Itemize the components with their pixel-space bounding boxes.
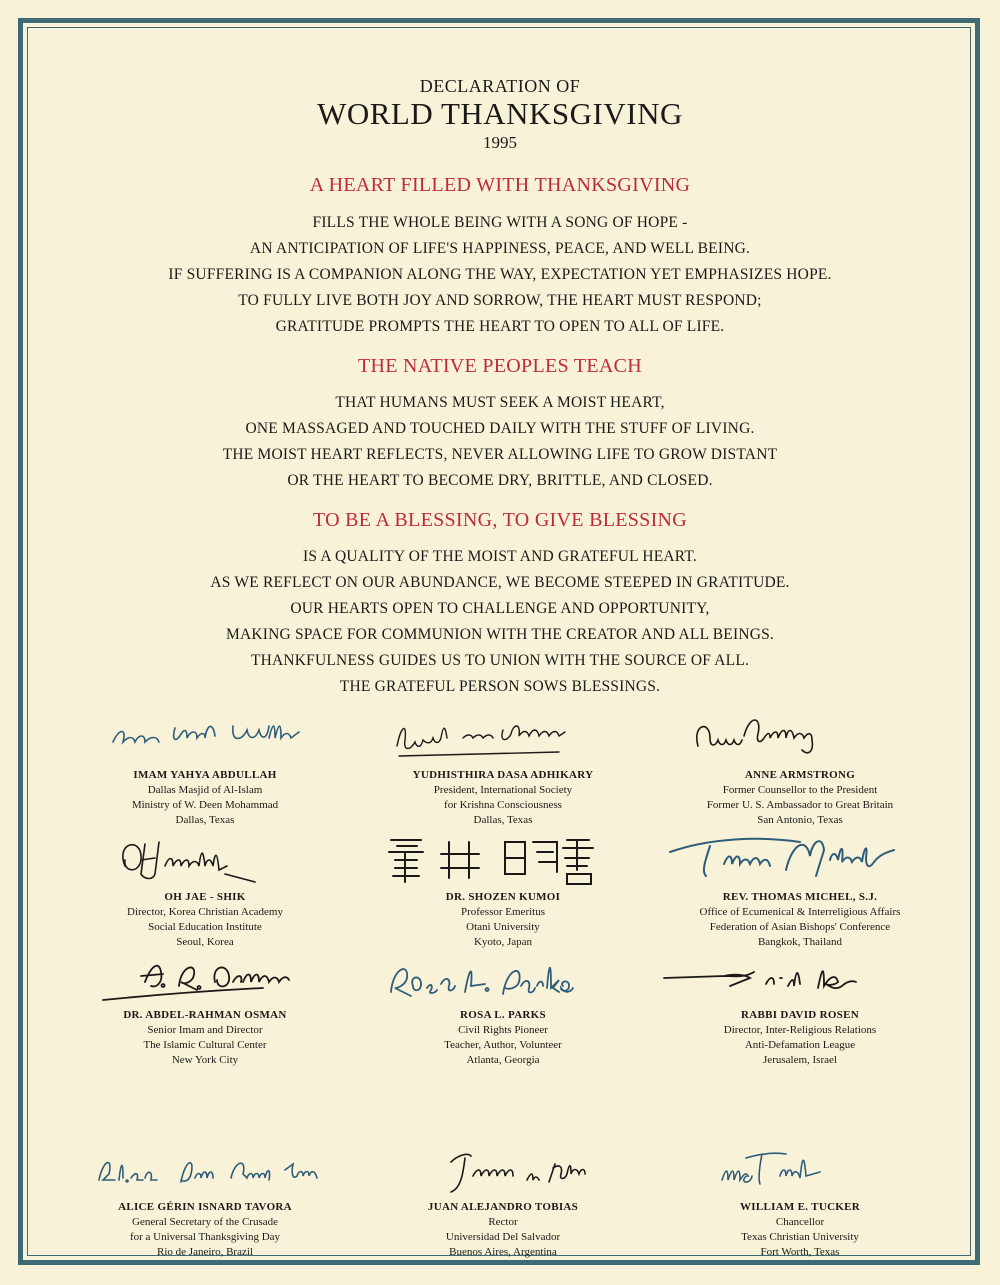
signatory-location: Dallas, Texas: [473, 814, 533, 826]
handwritten-signature: [55, 830, 355, 888]
signatory-location: Buenos Aires, Argentina: [449, 1246, 557, 1258]
document-year: 1995: [483, 133, 517, 152]
signatory-title: for Krishna Consciousness: [444, 799, 562, 811]
handwritten-signature: [650, 830, 950, 888]
handwritten-signature: [55, 948, 355, 1006]
signatory-name: ROSA L. PARKS: [460, 1009, 546, 1021]
signatory-name: RABBI DAVID ROSEN: [741, 1009, 859, 1021]
signatory-name: OH JAE - SHIK: [164, 891, 246, 903]
signatory-name: JUAN ALEJANDRO TOBIAS: [427, 1201, 579, 1213]
section-body: [40, 210, 960, 340]
signatory-location: Rio de Janeiro, Brazil: [157, 1246, 253, 1258]
signatory-title: Office of Ecumenical & Interreligious Affairs: [699, 906, 901, 918]
handwritten-signature: [353, 948, 653, 1006]
section-heading: A HEART FILLED WITH THANKSGIVING: [309, 174, 691, 196]
body-line: OR THE HEART TO BECOME DRY, BRITTLE, AND CLOSED.: [287, 472, 713, 489]
body-line: GRATITUDE PROMPTS THE HEART TO OPEN TO ALL OF LIFE.: [275, 318, 725, 335]
signatory-block: [55, 948, 355, 1068]
signatory-title: Civil Rights Pioneer: [458, 1024, 548, 1036]
body-line: THE GRATEFUL PERSON SOWS BLESSINGS.: [339, 678, 661, 695]
signatory-location: New York City: [171, 1054, 239, 1066]
signatory-block: [353, 830, 653, 950]
body-line: AS WE REFLECT ON OUR ABUNDANCE, WE BECOME STEEPED IN GRATITUDE.: [210, 574, 790, 591]
signatory-title: Dallas Masjid of Al-Islam: [147, 784, 263, 796]
body-line: THANKFULNESS GUIDES US TO UNION WITH THE SOURCE OF ALL.: [250, 652, 750, 669]
signatory-title: Anti-Defamation League: [744, 1039, 856, 1051]
signatory-block: [353, 708, 653, 828]
body-line: AN ANTICIPATION OF LIFE'S HAPPINESS, PEACE, AND WELL BEING.: [249, 240, 751, 257]
body-line: FILLS THE WHOLE BEING WITH A SONG OF HOPE -: [312, 214, 688, 231]
signatory-name: ALICE GÉRIN ISNARD TAVORA: [118, 1201, 292, 1213]
body-line: IF SUFFERING IS A COMPANION ALONG THE WAY, EXPECTATION YET EMPHASIZES HOPE.: [168, 266, 832, 283]
signatory-block: [650, 1140, 950, 1260]
signatory-title: Universidad Del Salvador: [445, 1231, 561, 1243]
signatory-name: IMAM YAHYA ABDULLAH: [133, 769, 277, 781]
signatory-location: San Antonio, Texas: [757, 814, 843, 826]
signatory-title: Former Counsellor to the President: [722, 784, 878, 796]
signatory-name: ANNE ARMSTRONG: [744, 769, 856, 781]
signatory-title: Director, Inter-Religious Relations: [723, 1024, 877, 1036]
pre-title: DECLARATION OF: [419, 76, 581, 96]
body-line: THAT HUMANS MUST SEEK A MOIST HEART,: [335, 394, 665, 411]
signatory-title: Senior Imam and Director: [147, 1024, 263, 1036]
section-heading: TO BE A BLESSING, TO GIVE BLESSING: [312, 509, 688, 531]
signatory-name: WILLIAM E. TUCKER: [739, 1201, 861, 1213]
signatory-location: Seoul, Korea: [176, 936, 234, 948]
handwritten-signature: [650, 1140, 950, 1198]
signatory-title: The Islamic Cultural Center: [143, 1039, 267, 1051]
handwritten-signature: [650, 708, 950, 766]
signatory-block: [650, 708, 950, 828]
body-line: IS A QUALITY OF THE MOIST AND GRATEFUL HEART.: [302, 548, 697, 565]
handwritten-signature: [650, 948, 950, 1006]
signatory-name: REV. THOMAS MICHEL, S.J.: [722, 891, 878, 903]
handwritten-signature: [353, 1140, 653, 1198]
document-title: WORLD THANKSGIVING: [317, 96, 683, 131]
signatory-block: [353, 948, 653, 1068]
signatory-title: Social Education Institute: [148, 921, 262, 933]
signatory-title: Otani University: [466, 921, 540, 933]
body-line: TO FULLY LIVE BOTH JOY AND SORROW, THE HEART MUST RESPOND;: [238, 292, 762, 309]
signatory-location: Atlanta, Georgia: [466, 1054, 540, 1066]
signatory-name: DR. SHOZEN KUMOI: [445, 891, 561, 903]
section-heading: THE NATIVE PEOPLES TEACH: [357, 355, 643, 377]
handwritten-signature: [55, 708, 355, 766]
signatory-title: General Secretary of the Crusade: [132, 1216, 278, 1228]
signatory-title: Ministry of W. Deen Mohammad: [131, 799, 279, 811]
signatory-location: Bangkok, Thailand: [757, 936, 843, 948]
signatory-location: Dallas, Texas: [175, 814, 235, 826]
signatory-title: Texas Christian University: [741, 1231, 859, 1243]
body-line: THE MOIST HEART REFLECTS, NEVER ALLOWING LIFE TO GROW DISTANT: [222, 446, 778, 463]
section-body: [40, 544, 960, 700]
handwritten-signature: [353, 830, 653, 888]
signatory-title: Chancellor: [775, 1216, 825, 1228]
signatory-location: Kyoto, Japan: [473, 936, 533, 948]
signatory-title: Federation of Asian Bishops' Conference: [709, 921, 891, 933]
signatory-name: YUDHISTHIRA DASA ADHIKARY: [412, 769, 594, 781]
signatory-block: [55, 708, 355, 828]
signatory-block: [55, 1140, 355, 1260]
handwritten-signature: [353, 708, 653, 766]
signatory-title: Rector: [488, 1216, 518, 1228]
signatory-title: Professor Emeritus: [460, 906, 545, 918]
signatory-name: DR. ABDEL-RAHMAN OSMAN: [123, 1009, 287, 1021]
signatory-title: for a Universal Thanksgiving Day: [129, 1231, 281, 1243]
signatory-block: [650, 948, 950, 1068]
section-body: [40, 390, 960, 494]
signatory-block: [55, 830, 355, 950]
signatory-title: Teacher, Author, Volunteer: [444, 1039, 562, 1051]
signatory-title: Former U. S. Ambassador to Great Britain: [706, 799, 894, 811]
body-line: MAKING SPACE FOR COMMUNION WITH THE CREATOR AND ALL BEINGS.: [225, 626, 775, 643]
signatory-block: [353, 1140, 653, 1260]
body-line: OUR HEARTS OPEN TO CHALLENGE AND OPPORTUNITY,: [290, 600, 710, 617]
signatory-title: Director, Korea Christian Academy: [127, 906, 283, 918]
signatory-location: Fort Worth, Texas: [760, 1246, 840, 1258]
signatory-block: [650, 830, 950, 950]
body-line: ONE MASSAGED AND TOUCHED DAILY WITH THE STUFF OF LIVING.: [245, 420, 755, 437]
signatory-location: Jerusalem, Israel: [763, 1054, 837, 1066]
signatory-title: President, International Society: [433, 784, 573, 796]
declaration-document: [40, 40, 960, 1258]
handwritten-signature: [55, 1140, 355, 1198]
